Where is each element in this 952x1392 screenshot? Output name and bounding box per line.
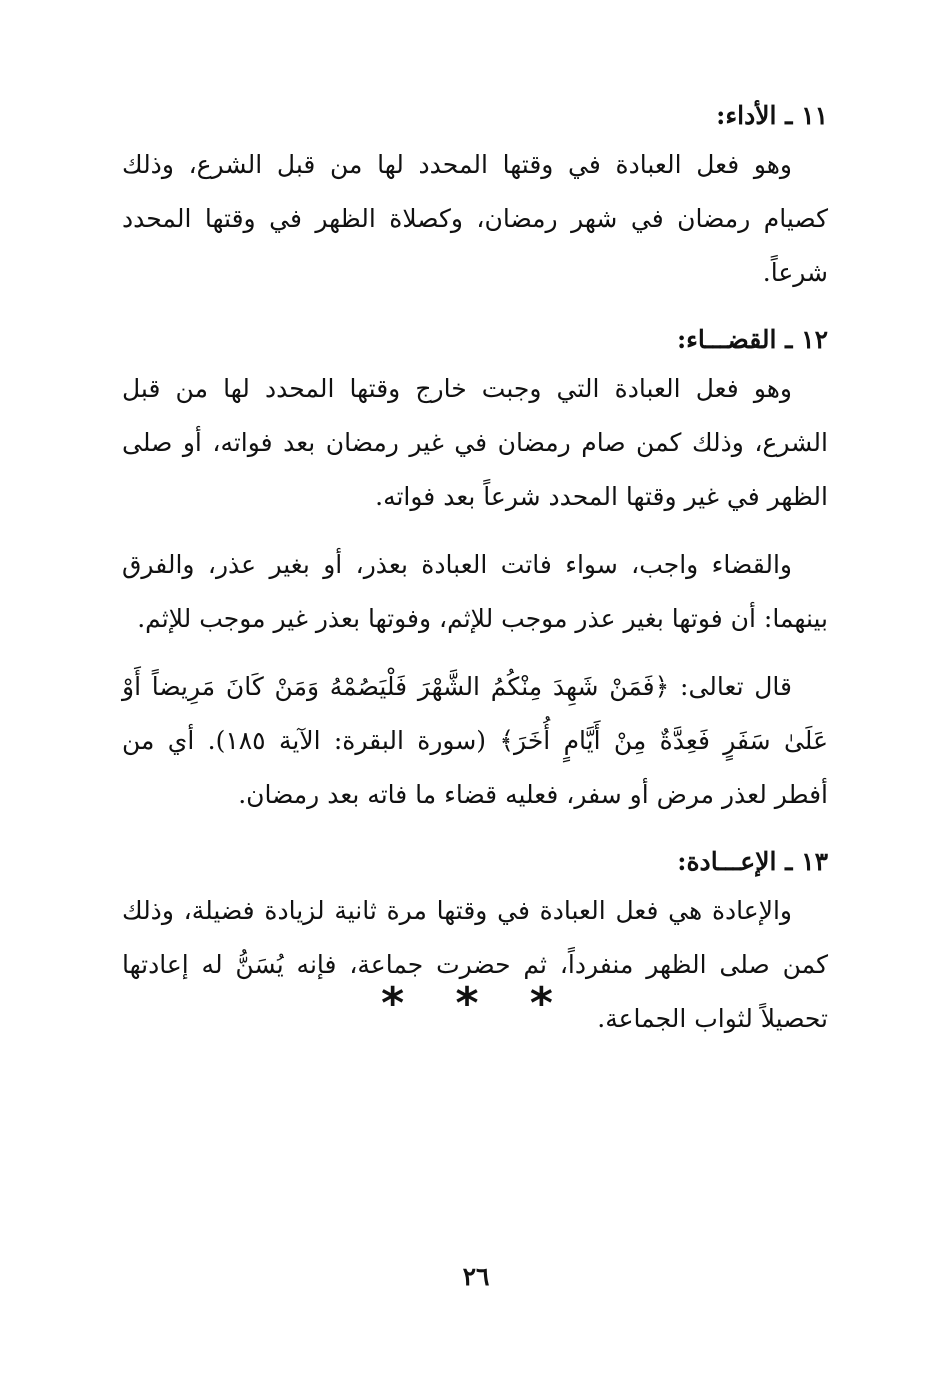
section-separator: * * *: [381, 978, 571, 1029]
quran-verse: ﴿فَمَنْ شَهِدَ مِنْكُمُ الشَّهْرَ فَلْيَصُمْهُ وَمَنْ كَانَ مَرِيضاً أَوْ عَلَىٰ سَفَرٍ فَعِدَّةٌ مِنْ أَيَّامٍ أُخَرَ﴾: [122, 672, 828, 755]
paragraph-qadaa-quote: [122, 660, 828, 822]
paragraph-iaada: والإعادة هي فعل العبادة في وقتها مرة ثانية لزيادة فضيلة، وذلك كمن صلى الظهر منفرداً، ثم حضرت جماعة، فإنه يُسَنُّ له إعادتها تحصيلاً لثواب الجماعة.: [122, 896, 828, 1033]
page-content: [122, 96, 828, 1046]
verse-explanation: أي من أفطر لعذر مرض أو سفر، فعليه قضاء ما فاته بعد رمضان.: [122, 726, 828, 809]
paragraph-adaa: وهو فعل العبادة في وقتها المحدد لها من قبل الشرع، وذلك كصيام رمضان في شهر رمضان، وكصلاة الظهر في وقتها المحدد شرعاً.: [122, 150, 828, 287]
paragraph-qadaa-ruling: والقضاء واجب، سواء فاتت العبادة بعذر، أو بغير عذر، والفرق بينهما: أن فوتها بغير عذر موجب للإثم، وفوتها بعذر غير موجب للإثم.: [122, 550, 828, 633]
page-number: ٢٦: [462, 1262, 490, 1291]
section-heading-adaa: ١١ ـ الأداء:: [716, 101, 828, 130]
section-heading-qadaa: ١٢ ـ القضـــاء:: [676, 325, 828, 354]
quote-intro: قال تعالى:: [669, 672, 793, 701]
verse-reference: (سورة البقرة: الآية ١٨٥).: [194, 726, 500, 755]
paragraph-qadaa-definition: وهو فعل العبادة التي وجبت خارج وقتها المحدد لها من قبل الشرع، وذلك كمن صام رمضان في غير رمضان بعد فواته، أو صلى الظهر في غير وقتها المحدد شرعاً بعد فواته.: [122, 374, 828, 511]
section-heading-iaada: ١٣ ـ الإعـــادة:: [677, 847, 828, 876]
